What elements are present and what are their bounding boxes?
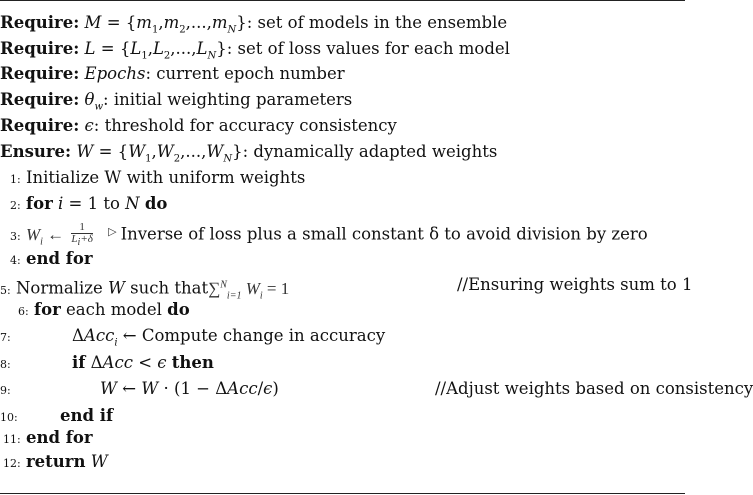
step-8: 8: if ΔAcc < ϵ then <box>0 353 214 372</box>
step-10: 10: end if <box>0 406 114 425</box>
step-6: 6: for each model do <box>18 300 190 319</box>
require-epochs: Require: Epochs: current epoch number <box>0 64 345 83</box>
bottom-rule <box>0 493 685 494</box>
fraction: $\frac{1}{L_i+\delta}$ <box>71 221 93 249</box>
step-5-comment: //Ensuring weights sum to 1 <box>457 275 693 294</box>
require-losses: Require: $L = \{L_1,L_2,...,L_N\}$: set of loss values for each model <box>0 39 510 62</box>
step-2: 2: for i = 1 to N do <box>10 194 168 213</box>
ensure-weights: Ensure: $W = \{W_1,W_2,...,W_N\}$: dynamically adapted weights <box>0 142 498 165</box>
step-7: 7: ΔAcc$_i$ ← Compute change in accuracy <box>0 326 386 349</box>
step-5: 5: Normalize W such that∑$^N_{i=1}$ $W_i = 1$ <box>0 278 290 302</box>
step-4: 4: end for <box>10 249 93 268</box>
step-1: 1: Initialize W with uniform weights <box>10 168 306 187</box>
top-rule <box>0 0 685 1</box>
require-theta: Require: $\theta_w$: initial weighting parameters <box>0 90 353 113</box>
step-3: 3: $W_i$ ← $\frac{1}{L_i+\delta}$ ▷ Inverse of loss plus a small constant δ to avoid division by zero <box>10 221 648 249</box>
step-9-comment: //Adjust weights based on consistency <box>435 379 753 398</box>
require-models: Require: $M = \{m_1,m_2,...,m_N\}$: set of models in the ensemble <box>0 13 508 36</box>
summation: ∑$^N_{i=1}$ $W_i = 1$ <box>208 278 290 302</box>
require-epsilon: Require: ϵ: threshold for accuracy consistency <box>0 116 397 135</box>
comment-triangle-icon: ▷ <box>108 225 117 238</box>
step-11: 11: end for <box>3 428 93 447</box>
step-9: 9: W ← W · (1 − ΔAcc/ϵ) <box>0 379 279 398</box>
step-12: 12: return W <box>3 452 108 471</box>
